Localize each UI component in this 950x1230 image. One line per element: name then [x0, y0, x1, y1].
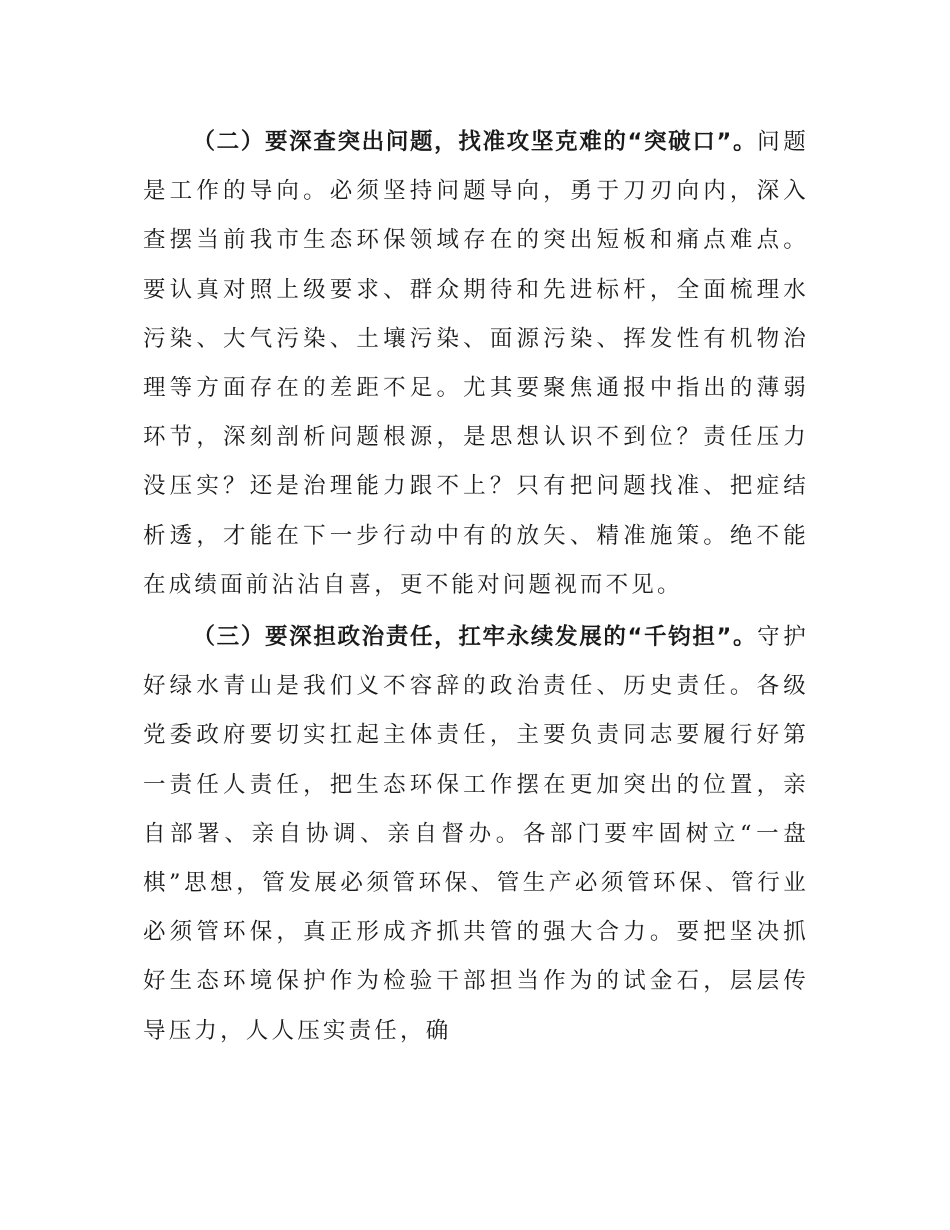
paragraph-section-2 [143, 118, 809, 610]
section-2-heading: （二）要深查突出问题，找准攻坚克难的“突破口”。 [192, 129, 758, 155]
section-3-heading: （三）要深担政治责任，扛牢永续发展的“千钧担”。 [192, 624, 758, 651]
section-2-body: 问题是工作的导向。必须坚持问题导向，勇于刀刃向内，深入查摆当前我市生态环保领域存在的突出短板和痛点难点。要认真对照上级要求、群众期待和先进标杆，全面梳理水污染、大气污染、土壤污染、面源污染、挥发性有机物治理等方面存在的差距不足。尤其要聚焦通报中指出的薄弱环节，深刻剖析问题根源，是思想认识不到位？责任压力没压实？还是治理能力跟不上？只有把问题找准、把症结析透，才能在下一步行动中有的放矢、精准施策。绝不能在成绩面前沾沾自喜，更不能对问题视而不见。 [143, 129, 809, 598]
section-3-body: 守护好绿水青山是我们义不容辞的政治责任、历史责任。各级党委政府要切实扛起主体责任，主要负责同志要履行好第一责任人责任，把生态环保工作摆在更加突出的位置，亲自部署、亲自协调、亲自督办。各部门要牢固树立“一盘棋”思想，管发展必须管环保、管生产必须管环保、管行业必须管环保，真正形成齐抓共管的强大合力。要把坚决抓好生态环境保护作为检验干部担当作为的试金石，层层传导压力，人人压实责任，确 [143, 624, 809, 1044]
document-body [143, 118, 809, 1056]
paragraph-section-3 [143, 613, 809, 1056]
